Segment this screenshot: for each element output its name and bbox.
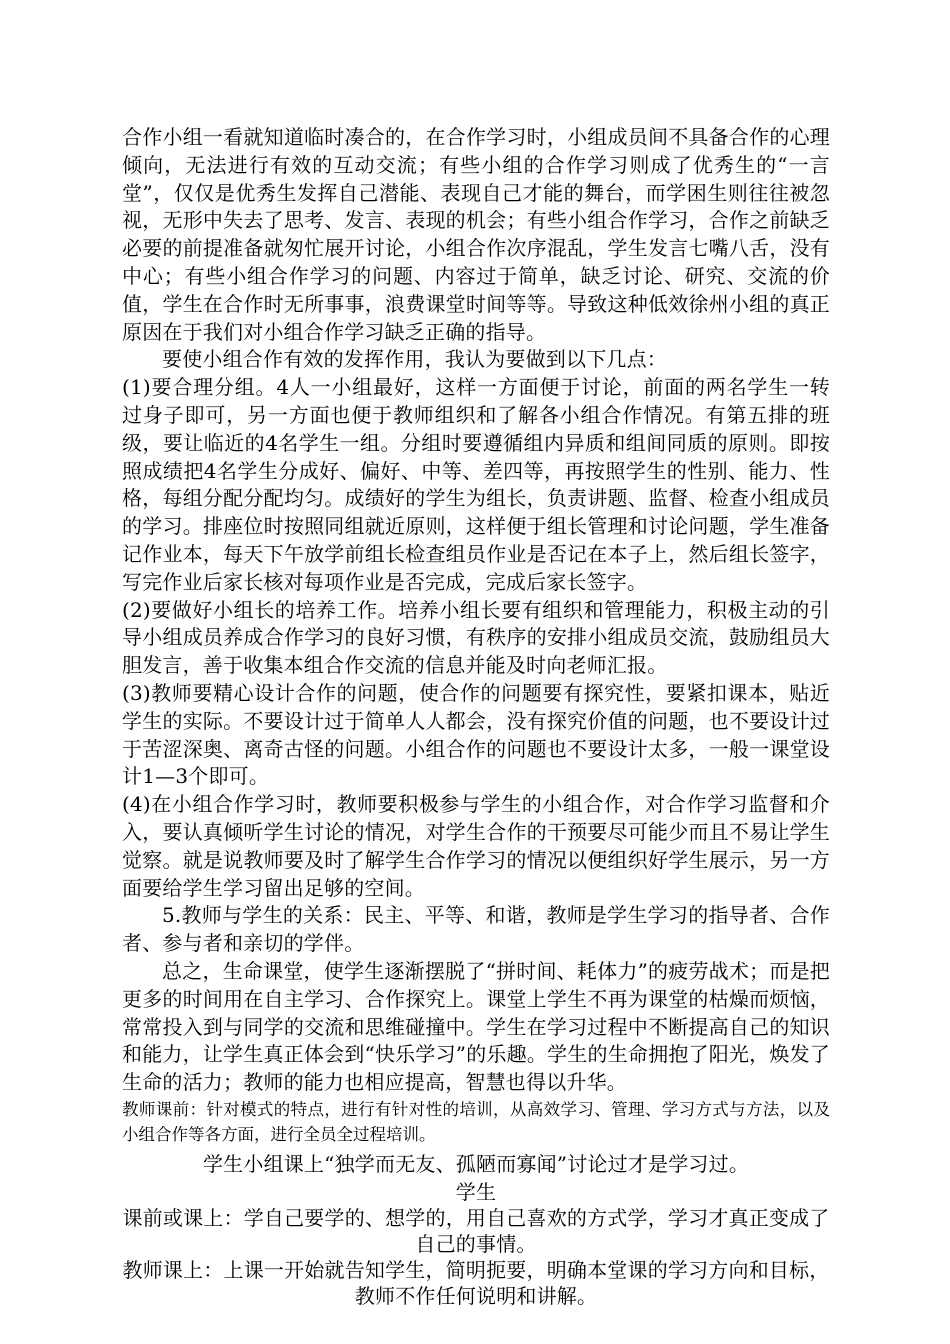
paragraph-6: (4)在小组合作学习时，教师要积极参与学生的小组合作，对合作学习监督和介入，要认真倾听学生讨论的情况，对学生合作的干预要尽可能少而且不易让学生觉察。就是说教师要及时了解学生合作学习的情况以便组织好学生展示，另一方面要给学生学习留出足够的空间。 [122, 792, 830, 900]
paragraph-10: 学生小组课上“独学而无友、孤陋而寡闻”讨论过才是学习过。 [202, 1151, 750, 1176]
paragraph-8: 总之，生命课堂，使学生逐渐摆脱了“拼时间、耗体力”的疲劳战术；而是把更多的时间用在自主学习、合作探究上。课堂上学生不再为课堂的枯燥而烦恼，常常投入到与同学的交流和思维碰撞中。学生在学习过程中不断提高自己的知识和能力，让学生真正体会到“快乐学习”的乐趣。学生的生命拥抱了阳光，焕发了生命的活力；教师的能力也相应提高，智慧也得以升华。 [122, 958, 830, 1095]
paragraph-1: 合作小组一看就知道临时凑合的，在合作学习时，小组成员间不具备合作的心理倾向，无法进行有效的互动交流；有些小组的合作学习则成了优秀生的“一言堂”，仅仅是优秀生发挥自己潜能、表现自己才能的舞台，而学困生则往往被忽视，无形中失去了思考、发言、表现的机会；有些小组合作学习，合作之前缺乏必要的前提准备就匆忙展开讨论，小组合作次序混乱，学生发言七嘴八舌，没有中心；有些小组合作学习的问题、内容过于简单，缺乏讨论、研究、交流的价值，学生在合作时无所事事，浪费课堂时间等等。导致这种低效徐州小组的真正原因在于我们对小组合作学习缺乏正确的指导。 [122, 125, 830, 344]
paragraph-7: 5.教师与学生的关系：民主、平等、和谐，教师是学生学习的指导者、合作者、参与者和亲切的学伴。 [122, 903, 830, 956]
paragraph-12: 课前或课上：学自己要学的、想学的，用自己喜欢的方式学，学习才真正变成了自己的事情。 [122, 1205, 830, 1256]
paragraph-3: (1)要合理分组。4人一小组最好，这样一方面便于讨论，前面的两名学生一转过身子即可，另一方面也便于教师组织和了解各小组合作情况。有第五排的班级，要让临近的4名学生一组。分组时要遵循组内异质和组间同质的原则。即按照成绩把4名学生分成好、偏好、中等、差四等，再按照学生的性别、能力、性格，每组分配分配均匀。成绩好的学生为组长，负责讲题、监督、检查小组成员的学习。排座位时按照同组就近原则，这样便于组长管理和讨论问题，学生准备记作业本，每天下午放学前组长检查组员作业是否记在本子上，然后组长签字，写完作业后家长核对每项作业是否完成，完成后家长签字。 [122, 375, 830, 594]
paragraph-4: (2)要做好小组长的培养工作。培养小组长要有组织和管理能力，积极主动的引导小组成员养成合作学习的良好习惯，有秩序的安排小组成员交流，鼓励组员大胆发言，善于收集本组合作交流的信息并能及时向老师汇报。 [122, 597, 830, 678]
paragraph-2: 要使小组合作有效的发挥作用，我认为要做到以下几点： [162, 347, 667, 372]
paragraph-11: 学生 [455, 1179, 497, 1204]
paragraph-9: 教师课前：针对模式的特点，进行有针对性的培训，从高效学习、管理、学习方式与方法，以及小组合作等各方面，进行全员全过程培训。 [122, 1099, 830, 1144]
paragraph-5: (3)教师要精心设计合作的问题，使合作的问题要有探究性，要紧扣课本，贴近学生的实际。不要设计过于简单人人都会，没有探究价值的问题，也不要设计过于苦涩深奥、离奇古怪的问题。小组合作的问题也不要设计太多，一般一课堂设计1—3个即可。 [122, 680, 830, 789]
paragraph-13: 教师课上：上课一开始就告知学生，简明扼要，明确本堂课的学习方向和目标，教师不作任何说明和讲解。 [122, 1257, 830, 1308]
document-page [122, 124, 830, 1309]
